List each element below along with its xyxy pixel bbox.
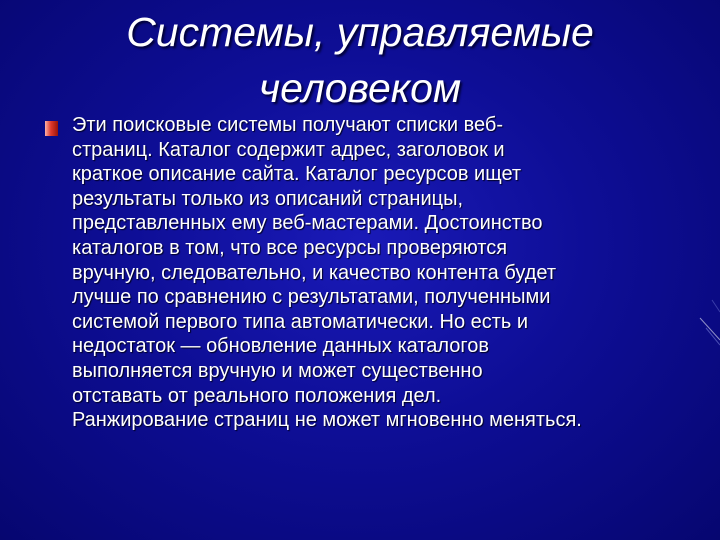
- text-line: выполняется вручную и может существенно: [72, 359, 483, 382]
- text-line: каталогов в том, что все ресурсы проверяются: [72, 236, 508, 259]
- slide-title: [60, 4, 660, 116]
- text-line: недостаток — обновление данных каталогов: [72, 335, 490, 358]
- text-line: краткое описание сайта. Каталог ресурсов ищет: [72, 163, 522, 186]
- text-line: вручную, следовательно, и качество контента будет: [72, 261, 556, 284]
- text-line: Эти поисковые системы получают списки веб-: [72, 114, 503, 136]
- text-line: результаты только из описаний страницы,: [72, 187, 464, 210]
- text-line: отставать от реального положения дел.: [72, 384, 442, 407]
- text-line: системой первого типа автоматически. Но есть и: [72, 310, 529, 333]
- title-line: человеком: [258, 65, 462, 111]
- bullet-square-icon: [45, 121, 58, 136]
- bullet-paragraph: [72, 113, 712, 433]
- text-line: страниц. Каталог содержит адрес, заголовок и: [72, 138, 505, 161]
- text-line: лучше по сравнению с результатами, полученными: [72, 286, 551, 309]
- text-line: представленных ему веб-мастерами. Достоинство: [72, 212, 543, 235]
- text-line: Ранжирование страниц не может мгновенно меняться.: [72, 409, 582, 432]
- title-line: Системы, управляемые: [126, 9, 594, 55]
